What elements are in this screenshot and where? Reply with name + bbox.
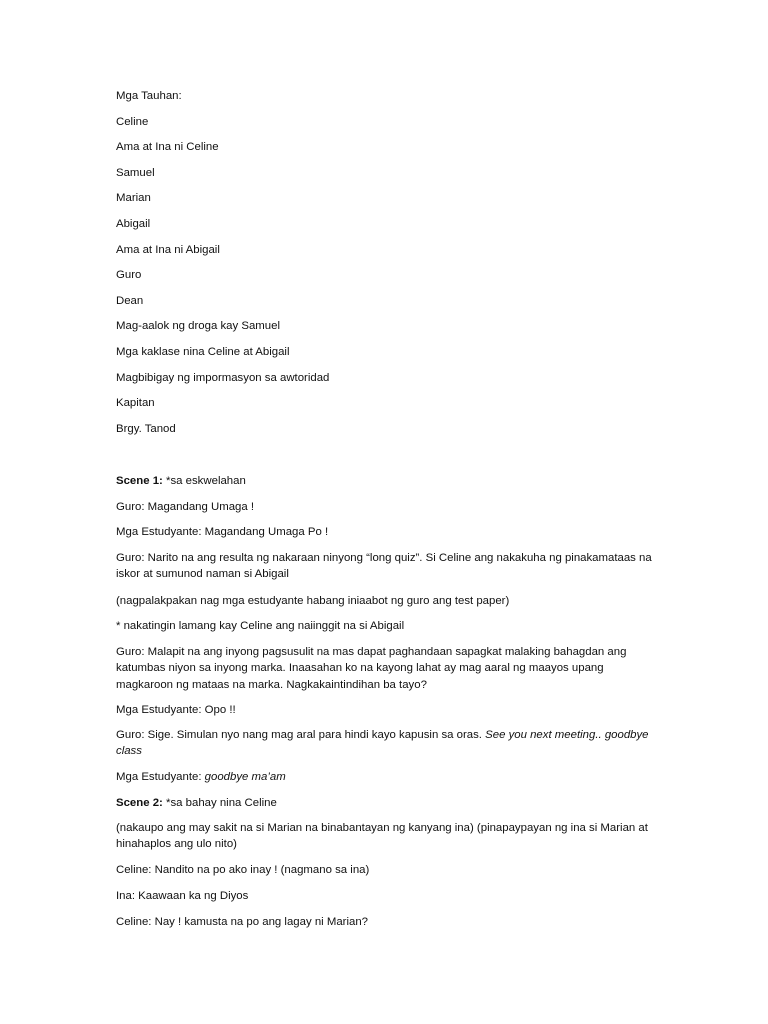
dialogue-text: Guro: Sige. Simulan nyo nang mag aral para hindi kayo kapusin sa oras. [116,729,486,741]
cast-heading: Mga Tauhan: [116,90,182,102]
cast-member: Mag-aalok ng droga kay Samuel [116,320,280,332]
stage-direction: (nakaupo ang may sakit na si Marian na binabantayan ng kanyang ina) (pinapaypayan ng ina si Marian at hinahaplos ang ulo nito) [116,822,648,851]
scene-2-heading [116,795,656,811]
cast-member: Kapitan [116,397,155,409]
scene-1-setting: *sa eskwelahan [162,475,246,487]
dialogue-line: Guro: Magandang Umaga ! [116,501,255,513]
dialogue-line: Guro: Narito na ang resulta ng nakaraan ninyong “long quiz”. Si Celine ang nakakuha ng pinakamataas na iskor at sumunod naman si Abigail [116,552,652,581]
dialogue-line [116,769,656,785]
dialogue-line: Mga Estudyante: Magandang Umaga Po ! [116,526,329,538]
dialogue-line [116,727,652,760]
dialogue-italic-text: goodbye ma’am [204,771,286,783]
cast-member: Samuel [116,167,155,179]
cast-member: Abigail [116,218,151,230]
stage-direction: (nagpalakpakan nag mga estudyante habang iniaabot ng guro ang test paper) [116,595,510,607]
dialogue-line: Celine: Nandito na po ako inay ! (nagmano sa ina) [116,864,370,876]
cast-member: Ama at Ina ni Abigail [116,244,220,256]
dialogue-italic-text: See you next meeting.. goodbye class [116,729,649,758]
cast-member: Dean [116,295,144,307]
scene-2-label: Scene 2: [116,797,163,809]
dialogue-line: Ina: Kaawaan ka ng Diyos [116,890,249,902]
scene-1-label: Scene 1: [116,475,163,487]
stage-direction: * nakatingin lamang kay Celine ang naiinggit na si Abigail [116,620,405,632]
cast-member: Brgy. Tanod [116,423,176,435]
cast-member: Guro [116,269,142,281]
dialogue-line: Mga Estudyante: Opo !! [116,704,236,716]
cast-member: Marian [116,192,151,204]
cast-member: Ama at Ina ni Celine [116,141,219,153]
dialogue-line: Celine: Nay ! kamusta na po ang lagay ni Marian? [116,916,369,928]
scene-1-heading [116,473,656,489]
cast-member: Magbibigay ng impormasyon sa awtoridad [116,372,330,384]
cast-member: Mga kaklase nina Celine at Abigail [116,346,290,358]
cast-member: Celine [116,116,149,128]
scene-2-setting: *sa bahay nina Celine [162,797,277,809]
dialogue-speaker: Mga Estudyante: [116,771,205,783]
dialogue-line: Guro: Malapit na ang inyong pagsusulit na mas dapat paghandaan sapagkat malaking bahagdan ang katumbas niyon sa inyong marka. Inaasahan ko na kayong lahat ay mag aaral ng maayos upang magkaroon ng mataas na marka. Nagkakaintindihan ba tayo? [116,646,627,691]
